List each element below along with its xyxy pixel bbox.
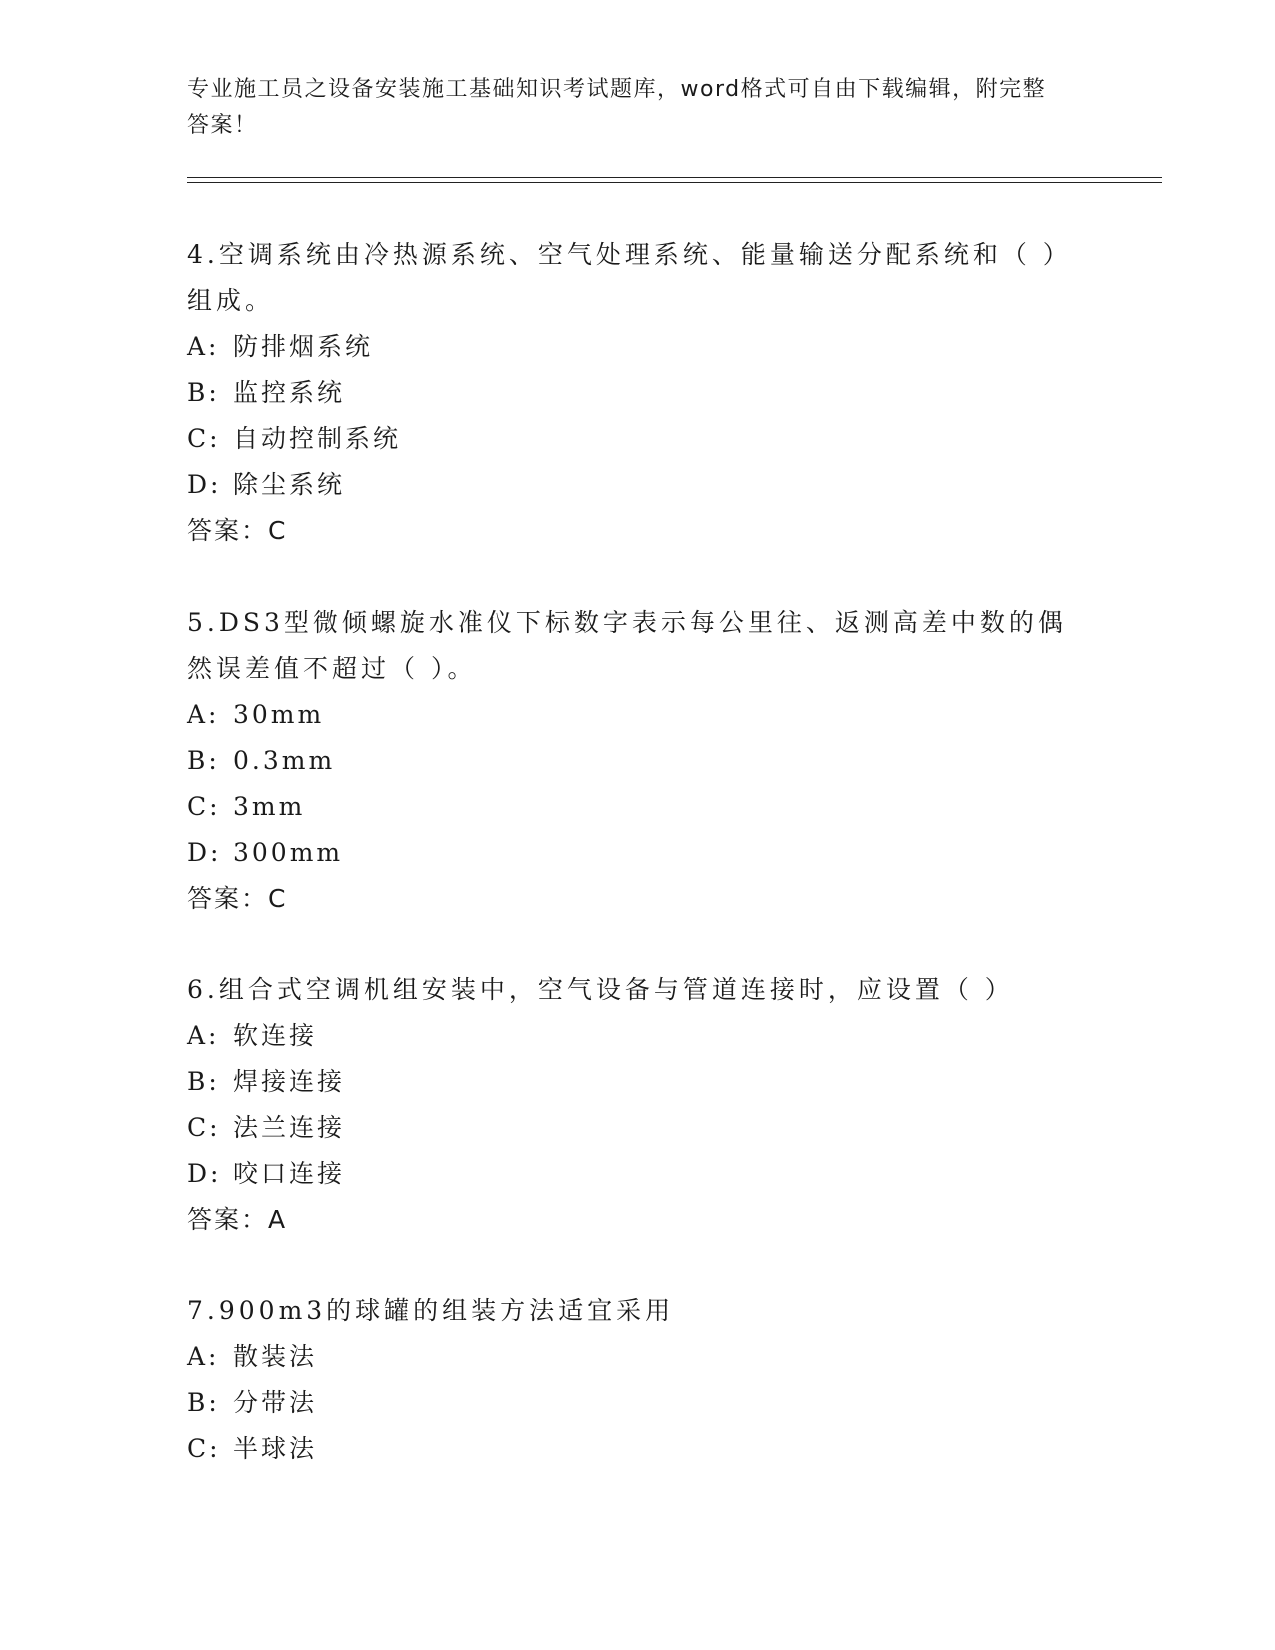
question-stem: 4.空调系统由冷热源系统、空气处理系统、能量输送分配系统和（ ）组成。 bbox=[187, 240, 1072, 315]
option-a bbox=[187, 692, 1087, 738]
option-key: B: bbox=[187, 746, 220, 775]
document-header: 专业施工员之设备安装施工基础知识考试题库，word格式可自由下载编辑，附完整答案！ bbox=[187, 77, 1047, 138]
option-text: 咬口连接 bbox=[233, 1159, 346, 1188]
header-divider-bottom bbox=[187, 182, 1162, 183]
option-key: B: bbox=[187, 1067, 220, 1096]
header-divider-top bbox=[187, 177, 1162, 178]
option-text: 自动控制系统 bbox=[233, 424, 402, 453]
option-key: A: bbox=[187, 1342, 220, 1371]
option-c bbox=[187, 1105, 1087, 1151]
option-d bbox=[187, 462, 1087, 508]
option-key: C: bbox=[187, 424, 221, 453]
question-stem: 6.组合式空调机组安装中，空气设备与管道连接时，应设置（ ） bbox=[187, 975, 1014, 1004]
option-text: 软连接 bbox=[233, 1021, 318, 1050]
option-key: C: bbox=[187, 792, 221, 821]
option-c bbox=[187, 784, 1087, 830]
option-key: A: bbox=[187, 700, 220, 729]
option-key: D: bbox=[187, 1159, 222, 1188]
option-text: 30mm bbox=[233, 700, 325, 729]
option-a bbox=[187, 1334, 1087, 1380]
option-a bbox=[187, 1013, 1087, 1059]
option-key: D: bbox=[187, 838, 222, 867]
option-text: 除尘系统 bbox=[233, 470, 346, 499]
option-key: C: bbox=[187, 1113, 221, 1142]
option-b bbox=[187, 370, 1087, 416]
question-7 bbox=[187, 1288, 1087, 1472]
question-stem: 5.DS3型微倾螺旋水准仪下标数字表示每公里往、返测高差中数的偶然误差值不超过（ ）。 bbox=[187, 608, 1067, 683]
question-6 bbox=[187, 967, 1087, 1243]
option-key: B: bbox=[187, 1388, 220, 1417]
answer-line: 答案：A bbox=[187, 1205, 288, 1234]
option-key: A: bbox=[187, 1021, 220, 1050]
option-text: 300mm bbox=[233, 838, 344, 867]
option-text: 防排烟系统 bbox=[233, 332, 374, 361]
option-b bbox=[187, 1059, 1087, 1105]
answer-line: 答案：C bbox=[187, 884, 288, 913]
question-4 bbox=[187, 232, 1087, 554]
option-d bbox=[187, 830, 1087, 876]
option-a bbox=[187, 324, 1087, 370]
option-text: 半球法 bbox=[233, 1434, 318, 1463]
answer-line: 答案：C bbox=[187, 516, 288, 545]
option-text: 散装法 bbox=[233, 1342, 318, 1371]
option-text: 分带法 bbox=[233, 1388, 318, 1417]
option-c bbox=[187, 416, 1087, 462]
option-text: 0.3mm bbox=[233, 746, 336, 775]
option-text: 3mm bbox=[233, 792, 306, 821]
question-stem: 7.900m3的球罐的组装方法适宜采用 bbox=[187, 1296, 675, 1325]
option-key: B: bbox=[187, 378, 220, 407]
option-b bbox=[187, 1380, 1087, 1426]
option-key: A: bbox=[187, 332, 220, 361]
option-key: D: bbox=[187, 470, 222, 499]
option-text: 法兰连接 bbox=[233, 1113, 346, 1142]
option-key: C: bbox=[187, 1434, 221, 1463]
option-text: 焊接连接 bbox=[233, 1067, 346, 1096]
question-5 bbox=[187, 600, 1087, 922]
option-text: 监控系统 bbox=[233, 378, 346, 407]
option-b bbox=[187, 738, 1087, 784]
option-d bbox=[187, 1151, 1087, 1197]
option-c bbox=[187, 1426, 1087, 1472]
